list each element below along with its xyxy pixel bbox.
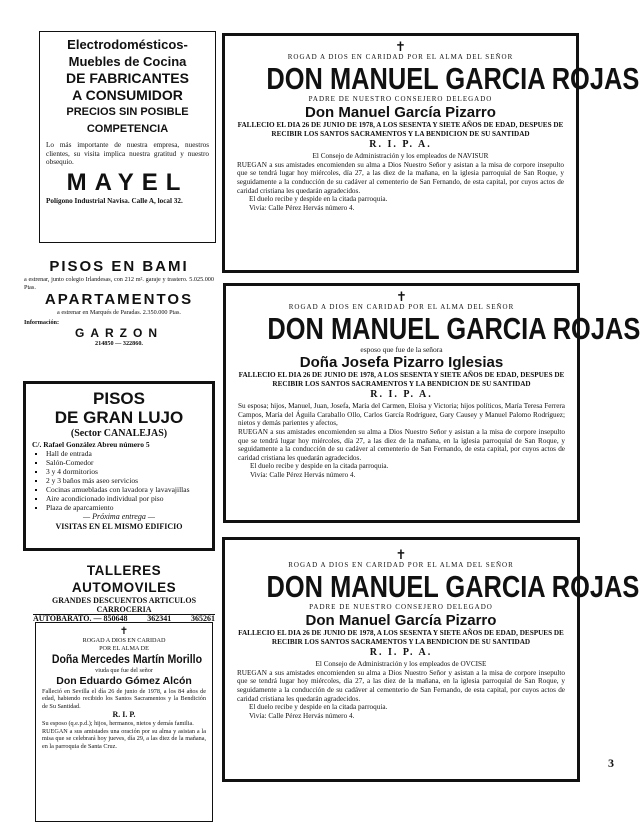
notice3-relation: PADRE DE NUESTRO CONSEJERO DELEGADO bbox=[309, 603, 493, 611]
morillo-rip: R. I. P. bbox=[112, 710, 136, 719]
notice2-name: DON MANUEL GARCIA ROJAS bbox=[267, 311, 640, 346]
mayel-brand: MAYEL bbox=[66, 168, 189, 196]
talleres-title: TALLERES AUTOMOVILES bbox=[71, 563, 177, 595]
mayel-line-1: Electrodomésticos- bbox=[67, 37, 188, 52]
notice1-header: ROGAD A DIOS EN CARIDAD POR EL ALMA DEL SEÑOR bbox=[287, 53, 514, 61]
bami-info-label: Información: bbox=[24, 318, 60, 326]
notice2-relative: Doña Josefa Pizarro Iglesias bbox=[299, 354, 504, 371]
lujo-feature: ▪ Aire acondicionado individual por piso bbox=[46, 494, 206, 503]
morillo-text-3: RUEGAN a sus amistades una oración por su alma y asistan a la misa que se celebrará hoy jueves, día 29, a las diez de la mañana, en la parroquia de Santa Cruz. bbox=[42, 727, 206, 750]
notice2-duel: El duelo recibe y despide en la citada parroquia. bbox=[250, 462, 389, 471]
mayel-line-3: DE FABRICANTES bbox=[66, 70, 189, 86]
morillo-header-2: POR EL ALMA DE bbox=[99, 644, 149, 652]
notice3-header: ROGAD A DIOS EN CARIDAD POR EL ALMA DEL SEÑOR bbox=[288, 561, 514, 569]
morillo-header-1: ROGAD A DIOS EN CARIDAD bbox=[82, 637, 166, 644]
notice1-visit: Vivía: Calle Pérez Hervás número 4. bbox=[249, 203, 355, 212]
lujo-feature: ▪ Salón-Comedor bbox=[46, 458, 206, 467]
morillo-name: Doña Mercedes Martín Morillo bbox=[51, 652, 203, 666]
morillo-role: viuda que fue del señor bbox=[95, 667, 153, 674]
notice3-relative: Don Manuel García Pizarro bbox=[305, 612, 497, 629]
morillo-text-2: Su esposo (q.e.p.d.); hijos, hermanos, nietos y demás familia. bbox=[42, 720, 194, 727]
notice3-visit: Vivía: Calle Pérez Hervás número 4. bbox=[249, 711, 355, 720]
talleres-sub-2: CARROCERIA bbox=[96, 605, 152, 614]
notice3-cross: ✝ bbox=[395, 547, 407, 562]
morillo-husband: Don Eduardo Gómez Alcón bbox=[56, 674, 192, 687]
mayel-line-5: PRECIOS SIN POSIBLE bbox=[66, 106, 189, 118]
notice-1 bbox=[222, 33, 640, 273]
ad-pisos-lujo bbox=[23, 381, 215, 551]
notice3-rip: R. I. P. A. bbox=[369, 647, 433, 659]
lujo-subtitle: (Sector CANALEJAS) bbox=[70, 428, 168, 439]
notice2-family: Su esposa; hijos, Manuel, Juan, Josefa, María del Carmen, Eloísa y Victoria; hijos políticos, María Teresa Ferrera Campos, María del Águila Caraballo Ollo, Carlos García Rodríguez, Gary Causey y Manuel Palomo Rodríguez; nietos y demás parientes y afectos, bbox=[238, 402, 565, 428]
lujo-feature: ▪ Cocinas amuebladas con lavadora y lavavajillas bbox=[46, 485, 206, 494]
notice3-ruegan: RUEGAN a sus amistades encomienden su alma a Dios Nuestro Señor y asistan a la misa de corpore insepulto que se tendrá lugar hoy miércoles, día 27, a las diez de la mañana, en la iglesia parroquial de San Roque, y seguidamente a la conducción de su cadáver al cementerio de San Fernando, de esta capital, por cuyos actos de caridad cristiana les quedarán agradecidos. bbox=[237, 668, 565, 703]
notice1-cross: ✝ bbox=[395, 39, 406, 54]
bami-contact: GARZON bbox=[75, 326, 163, 340]
notice1-council: El Consejo de Administración y los empleados de NAVISUR bbox=[312, 152, 489, 161]
notice3-died: FALLECIO EL DIA 26 DE JUNIO DE 1978, A LOS SESENTA Y SIETE AÑOS DE EDAD, DESPUES DE RECIBIR LOS SANTOS SACRAMENTOS Y LA BENDICION DE SU SANTIDAD bbox=[238, 629, 564, 646]
bami-line-1: a estrenar, junto colegio Irlandesas, con 212 m². garaje y trastero. 5.025.000 Ptas. bbox=[24, 276, 214, 291]
lujo-title-2: DE GRAN LUJO bbox=[54, 408, 184, 427]
notice2-rip: R. I. P. A. bbox=[370, 389, 433, 401]
notice2-visit: Vivía: Calle Pérez Hervás número 4. bbox=[250, 470, 356, 479]
lujo-features bbox=[32, 449, 206, 512]
lujo-title-1: PISOS bbox=[93, 389, 145, 408]
notice3-duel: El duelo recibe y despide en la citada parroquia. bbox=[249, 703, 388, 712]
talleres-phone-2: 362341 bbox=[147, 614, 172, 623]
notice1-duel: El duelo recibe y despide en la citada parroquia. bbox=[249, 195, 388, 204]
mayel-line-6: COMPETENCIA bbox=[86, 123, 169, 135]
notice1-relative: Don Manuel García Pizarro bbox=[305, 104, 496, 121]
lujo-visit: VISITAS EN EL MISMO EDIFICIO bbox=[55, 522, 183, 531]
morillo-cross: ✝ bbox=[119, 626, 129, 637]
notice2-relation: esposo que fue de la señora bbox=[360, 345, 443, 354]
mayel-address: Polígono Industrial Navisa. Calle A, local 32. bbox=[46, 196, 183, 205]
notice2-died: FALLECIO EL DIA 26 DE JUNIO DE 1978, A LOS SESENTA Y SIETE AÑOS DE EDAD, DESPUES DE RECIBIR LOS SANTOS SACRAMENTOS Y LA BENDICION DE SU SANTIDAD bbox=[238, 371, 565, 388]
ad-talleres bbox=[33, 562, 215, 623]
bami-phones: 214850 — 322860. bbox=[95, 340, 143, 347]
talleres-left: AUTOBARATO. — 850648 bbox=[33, 614, 128, 623]
bami-title: PISOS EN BAMI bbox=[49, 258, 189, 275]
notice1-died: FALLECIO EL DIA 26 DE JUNIO DE 1978, A LOS SESENTA Y SIETE AÑOS DE EDAD, DESPUES DE RECIBIR LOS SANTOS SACRAMENTOS Y LA BENDICION DE SU SANTIDAD bbox=[237, 121, 564, 138]
bami-title-2: APARTAMENTOS bbox=[44, 291, 194, 308]
lujo-address: C/. Rafael González Abreu número 5 bbox=[32, 440, 150, 449]
lujo-feature: ▪ Hall de entrada bbox=[46, 449, 206, 458]
notice-3 bbox=[222, 537, 640, 782]
page-number: 3 bbox=[608, 756, 614, 770]
mayel-line-2: Muebles de Cocina bbox=[68, 54, 187, 69]
bami-line-2: a estrenar en Marqués de Paradas. 2.350.000 Ptas. bbox=[57, 309, 181, 316]
notice1-rip: R. I. P. A. bbox=[369, 139, 432, 151]
mayel-line-4: A CONSUMIDOR bbox=[72, 87, 183, 103]
ad-pisos-bami bbox=[24, 258, 214, 373]
notice1-ruegan: RUEGAN a sus amistades encomienden su alma a Dios Nuestro Señor y asistan a la misa de corpore insepulto que se tendrá lugar hoy miércoles, día 27, a las diez de la mañana, en la iglesia parroquial de San Roque, y seguidamente a la conducción de su cadáver al cementerio de San Fernando, de esta capital, por cuyos actos de caridad cristiana les quedarán agradecidos. bbox=[237, 160, 564, 195]
mayel-body: Lo más importante de nuestra empresa, nuestros clientes, su visita implica nuestra gratitud y nuestro obsequio. bbox=[46, 141, 209, 167]
notice2-cross: ✝ bbox=[396, 289, 407, 304]
notice-2 bbox=[223, 283, 640, 523]
lujo-feature: ▪ 3 y 4 dormitorios bbox=[46, 467, 206, 476]
lujo-feature: ▪ 2 y 3 baños más aseo servicios bbox=[46, 476, 206, 485]
talleres-phone-3: 365261 bbox=[191, 614, 215, 623]
notice2-header: ROGAD A DIOS EN CARIDAD POR EL ALMA DEL SEÑOR bbox=[288, 303, 515, 311]
notice1-name: DON MANUEL GARCIA ROJAS bbox=[266, 61, 640, 96]
notice3-name: DON MANUEL GARCIA ROJAS bbox=[266, 569, 640, 604]
notice1-relation: PADRE DE NUESTRO CONSEJERO DELEGADO bbox=[308, 95, 493, 103]
morillo-text-1: Falleció en Sevilla el día 26 de junio de 1978, a los 84 años de edad, habiendo recibido los Santos Sacramentos y la Bendición de Su Santidad. bbox=[42, 687, 206, 710]
talleres-sub-1: GRANDES DESCUENTOS ARTICULOS bbox=[51, 596, 197, 605]
lujo-delivery: — Próxima entrega — bbox=[83, 512, 155, 521]
notice-morillo bbox=[35, 622, 213, 822]
ad-mayel bbox=[39, 31, 216, 243]
lujo-feature: ▪ Plaza de aparcamiento bbox=[46, 503, 206, 512]
notice2-ruegan: RUEGAN a sus amistades encomienden su alma a Dios Nuestro Señor y asistan a la misa de corpore insepulto que se tendrá lugar hoy miércoles, día 27, a las diez de la mañana, en la iglesia parroquial de San Roque, y seguidamente a la conducción de su cadáver al cementerio de San Fernando, de esta capital, por cuyos actos de caridad cristiana les quedarán agradecidos. bbox=[238, 427, 565, 462]
notice3-council: El Consejo de Administración y los empleados de OVCISE bbox=[315, 660, 487, 669]
